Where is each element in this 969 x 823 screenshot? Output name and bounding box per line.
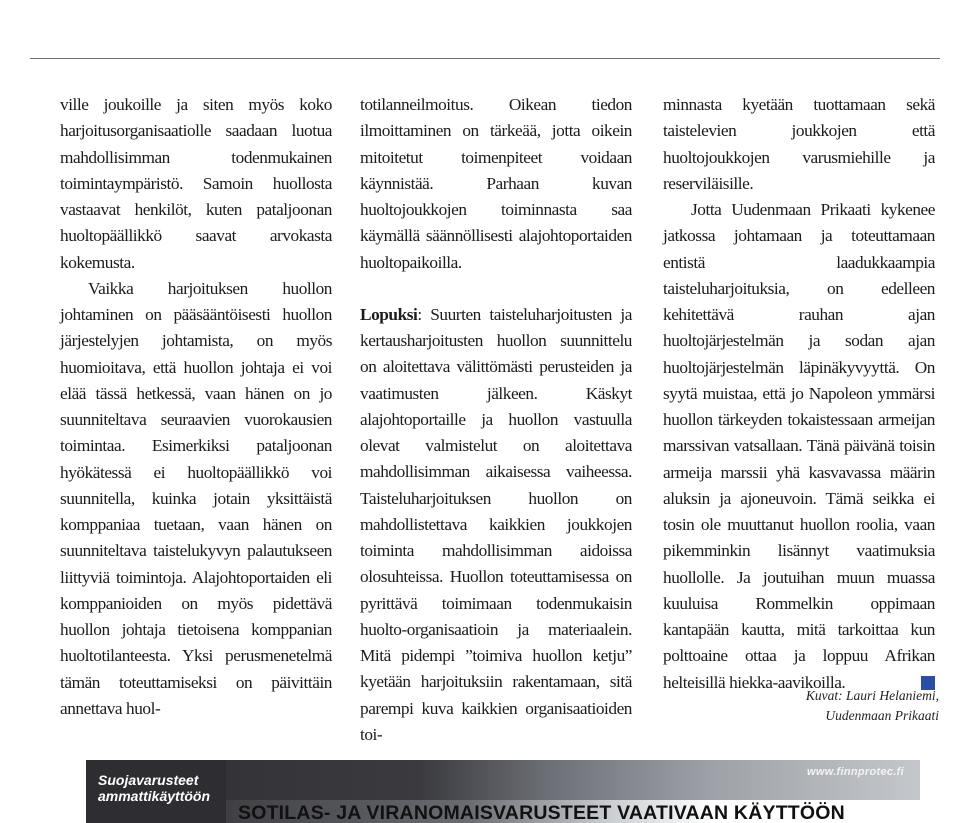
ad-website-link[interactable]: www.finnprotec.fi <box>807 766 904 778</box>
photo-credit-line: Kuvat: Lauri Helaniemi, <box>805 688 939 703</box>
header-rule <box>30 58 940 59</box>
paragraph: ville joukoille ja siten myös koko harjoitusorganisaatiolle saadaan luotua mahdollisimman todenmukainen toimintaympäristö. Samoin huollosta vastaavat henkilöt, kuten pataljoonan huoltopäällikkö saavat arvokasta kokemusta. <box>60 95 332 272</box>
article-column-2 <box>360 92 632 748</box>
lead-word: Lopuksi <box>360 304 418 324</box>
ad-tagline-line: Suojavarusteet <box>98 772 199 788</box>
paragraph <box>663 197 935 696</box>
photo-credit-line: Uudenmaan Prikaati <box>825 708 939 723</box>
paragraph: minnasta kyetään tuottamaan sekä taistelevien joukkojen että huoltojoukkojen varusmiehille ja reserviläisille. <box>663 95 935 193</box>
article-column-1 <box>60 92 332 722</box>
photo-credit <box>679 686 939 726</box>
article-column-3 <box>663 92 935 696</box>
ad-headline: SOTILAS- JA VIRANOMAISVARUSTEET VAATIVAAN KÄYTTÖÖN <box>238 802 845 823</box>
paragraph-body: Jotta Uudenmaan Prikaati kykenee jatkossa johtamaan ja toteuttamaan entistä laadukkaampia taisteluharjoituksia, on edelleen kehitettävä rauhan ajan huoltojärjestelmän ja sodan ajan huoltojärjestelmän läpinäkyvyyttä. On syytä muistaa, että jo Napoleon ymmärsi huollon tärkeyden tokaistessaan armeijan marssivan vatsallaan. Tänä päivänä toisin armeija marssii yhä kasvavassa määrin aluksin ja ajoneuvoin. Tämä seikka ei tosin ole muuttanut huollon roolia, vaan pikemminkin lisännyt vaatimuksia huollolle. Ja joutuihan muun muassa kuuluisa Rommelkin oppimaan kantapään kautta, mitä tarkoittaa kun polttoaine ottaa ja loppuu Afrikan helteisillä hiekka-aavikoilla. <box>663 200 935 692</box>
paragraph-body: : Suurten taisteluharjoitusten ja kertausharjoitusten huollon suunnittelu on aloitettava välittömästi perusteiden ja vaatimusten jälkeen. Käskyt alajohtoportaille ja huollon vastuulla olevat valmistelut on aloitettava mahdollisimman aikaisessa vaiheessa. Taisteluharjoituksen huollon on mahdollistettava kaikkien joukkojen toiminta mahdollisimman aidoissa olosuhteissa. Huollon toteuttamisessa on pyrittävä toimimaan todenmukaisin huolto-organisaatioin ja materiaalein. Mitä pidempi ”toimiva huollon ketju” kyetään harjoituksiin rakentamaan, sitä parempi kuva kaikkien organisaatioiden toi- <box>360 304 632 744</box>
conclusion-paragraph <box>360 302 632 748</box>
paragraph: Vaikka harjoituksen huollon johtaminen on pääsääntöisesti huollon järjestelyjen johtamista, on myös huomioitava, että huollon johtaja ei voi elää tässä hetkessä, vaan hänen on jo suunniteltava seuraavien vuorokausien toimintaa. Esimerkiksi pataljoonan hyökätessä ei huoltopäällikkö voi suunnitella, kuinka jotain yksittäistä komppaniaa tuetaan, vaan hänen on suunniteltava taistelukyvyn palautukseen liittyviä toimintoja. Alajohtoportaiden eli komppanioiden on myös pidettävä huollon johtaja tietoisena komppanian huoltotilanteesta. Yksi perusmenetelmä tämän toteuttamiseksi on päivittäin annettava huol- <box>60 278 332 718</box>
paragraph: totilanneilmoitus. Oikean tiedon ilmoittaminen on tärkeää, jotta oikein mitoitetut toimenpiteet voidaan käynnistää. Parhaan kuvan huoltojoukkojen toiminnasta saa käymällä säännöllisesti alajohtoportaiden huoltopaikoilla. <box>360 95 632 272</box>
ad-tagline <box>98 772 210 804</box>
advertisement-banner[interactable] <box>86 760 920 823</box>
ad-tagline-line: ammattikäyttöön <box>98 788 211 804</box>
